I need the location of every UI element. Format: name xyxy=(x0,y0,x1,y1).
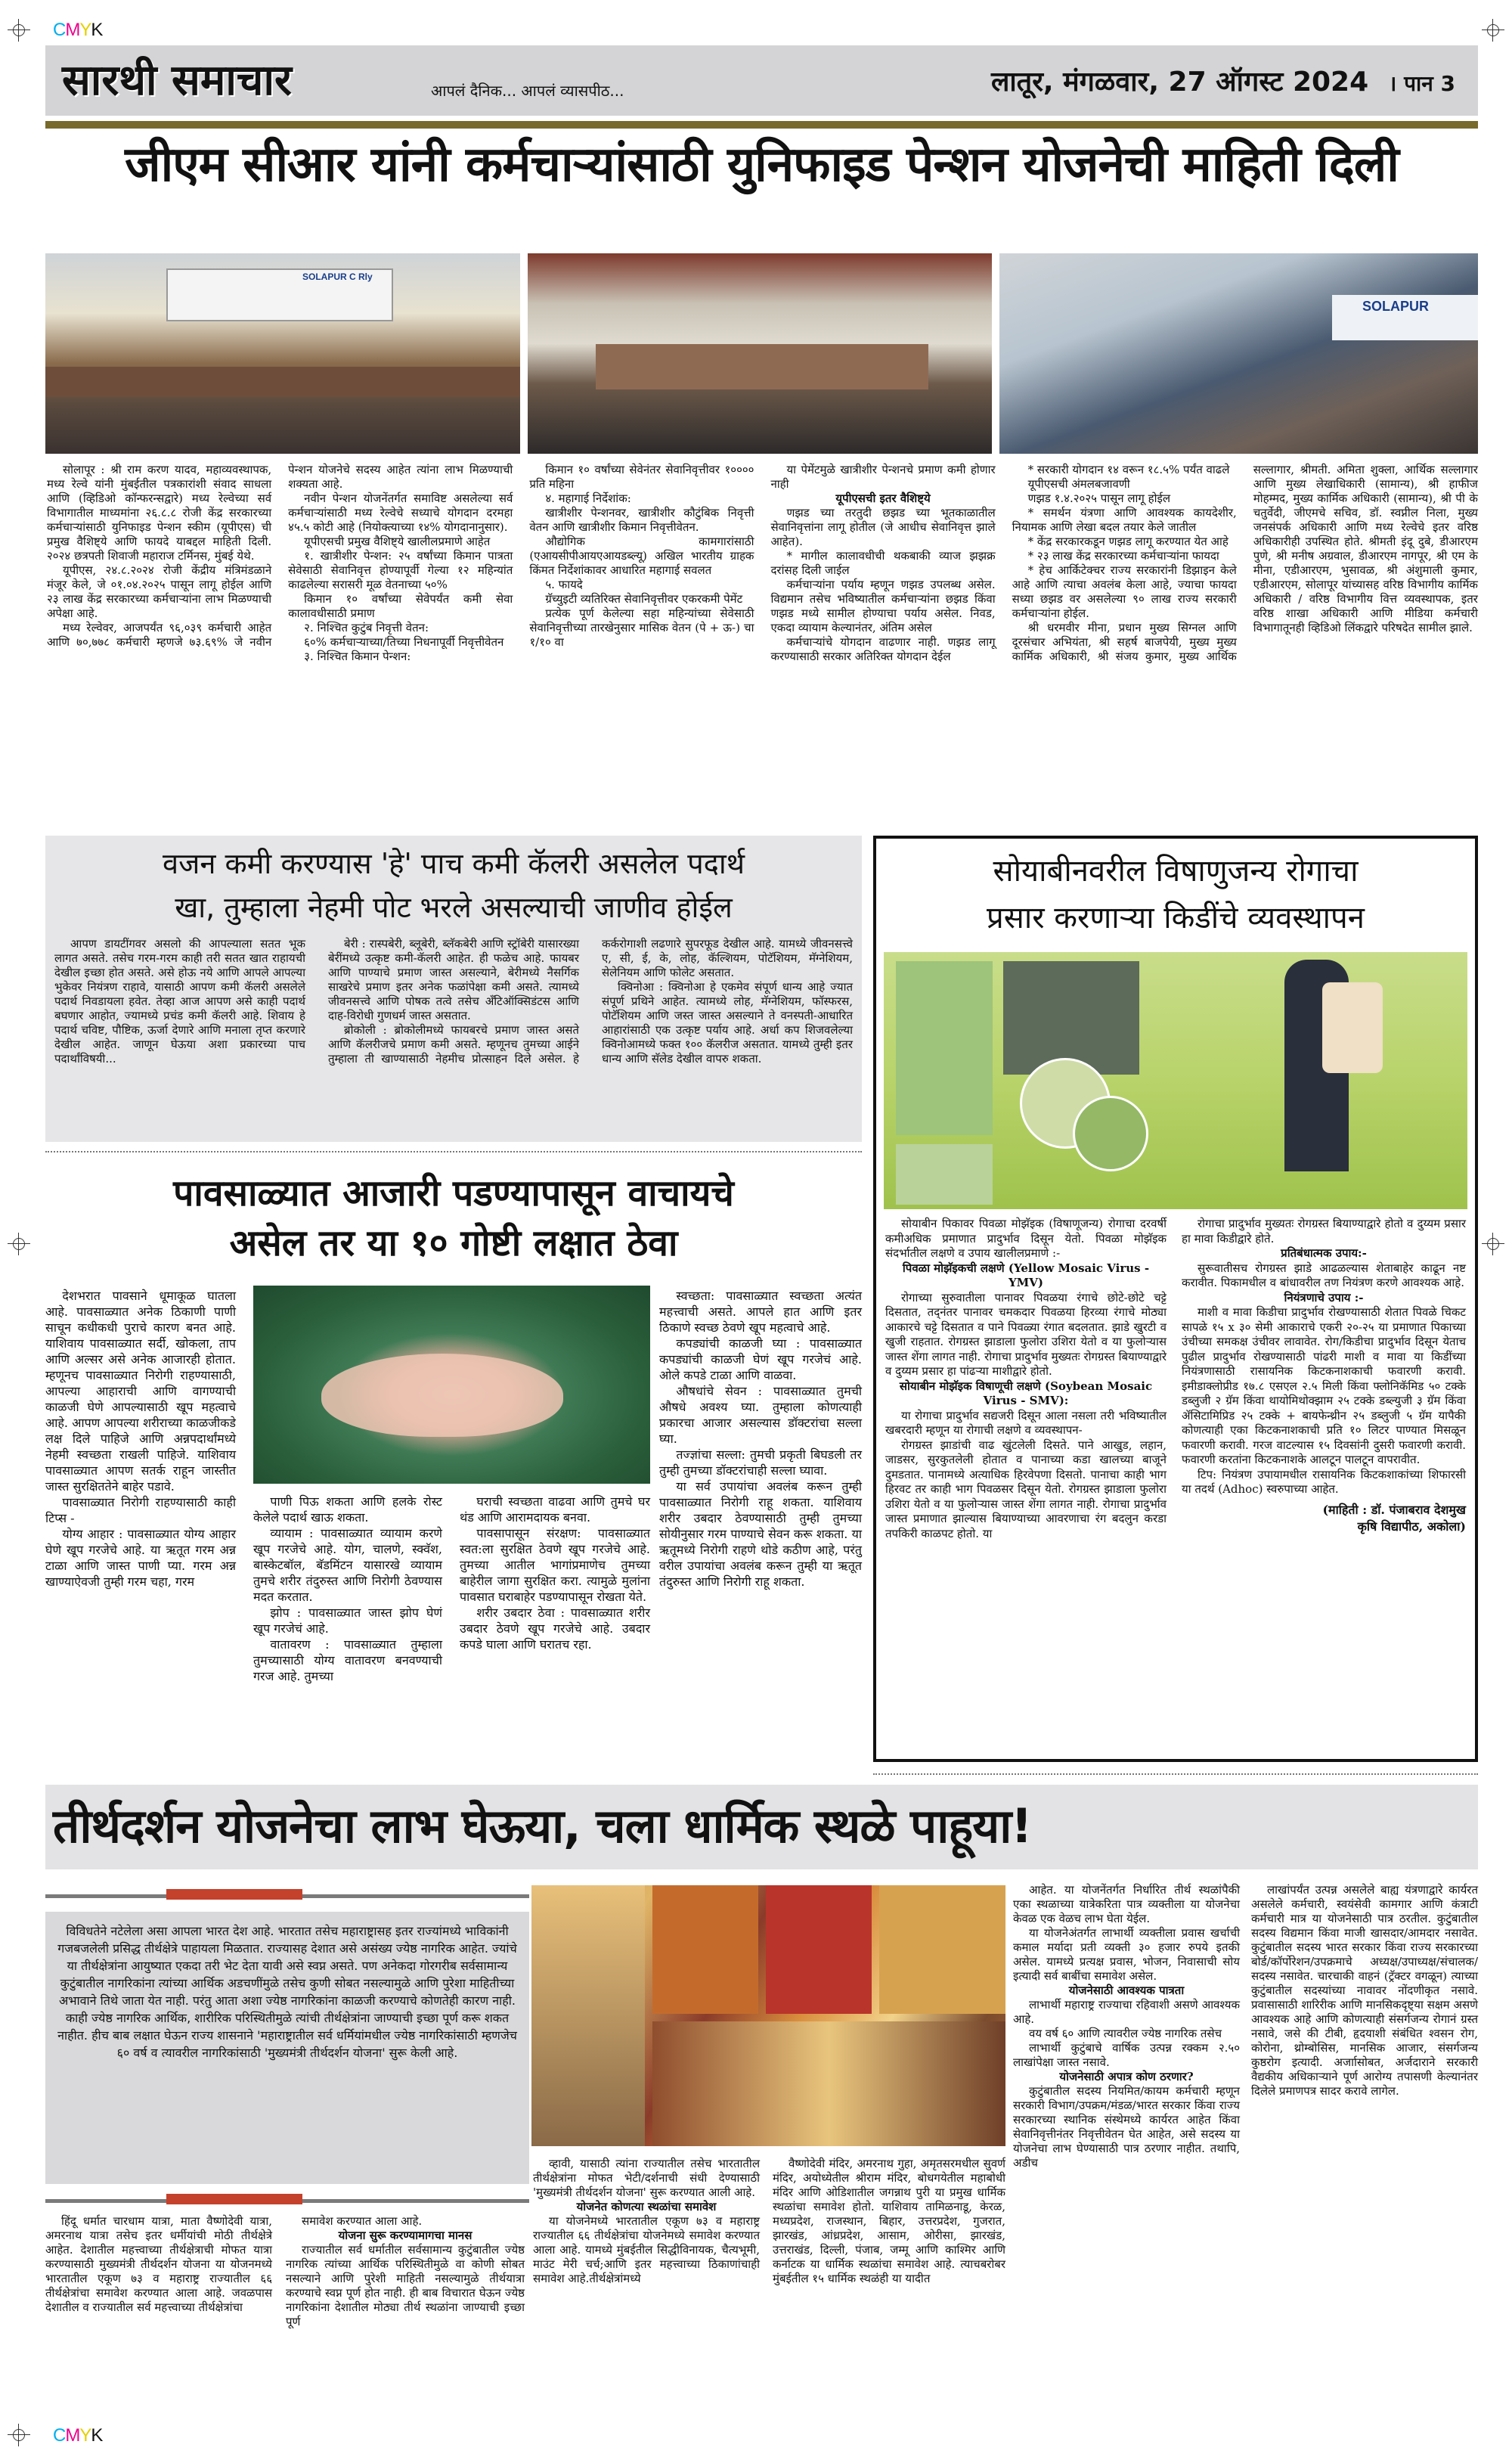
credit-line-1: (माहिती : डॉ. पंजाबराव देशमुख xyxy=(1322,1502,1466,1517)
cmyk-y: Y xyxy=(79,2425,91,2446)
paragraph: पाणी पिऊ शकता आणि हलके रोस्ट केलेले पदार्थ खाऊ शकता. xyxy=(253,1494,442,1525)
divider xyxy=(873,1773,1478,1775)
subheading: यूपीएसची इतर वैशिष्ट्ये xyxy=(835,492,931,505)
paragraph: यूपीएसची अंमलबजावणी xyxy=(1027,477,1130,491)
pest-spraying-photo xyxy=(884,952,1467,1209)
paragraph: या योजनेमध्ये भारतातील एकूण ७३ व महाराष्ट्र राज्यातील ६६ तीर्थक्षेत्रांचा योजनेमध्ये समावेश करण्यात आला आहे. यामध्ये मुंबईतील सिद्धीविनायक, चैत्यभूमी, माउंट मेरी चर्च;आणि इतर महत्त्वाच्या ठिकाणांचाही समावेश आहे.तीर्थक्षेत्रांमध्ये xyxy=(533,2214,760,2285)
paragraph: राज्यातील सर्व धर्मातील सर्वसामान्य कुटुंबातील ज्येष्ठ नागरिक त्यांच्या आर्थिक परिस्थितीमुळे वा कोणी सोबत नसल्याने आणि पुरेशी माहिती नसल्यामुळे तीर्थयात्रा करण्याचे स्वप्न पूर्ण होत नाही. ही बाब विचारात घेऊन ज्येष्ठ नागरिकांना देशातील मोठ्या तीर्थ स्थळांना जाण्याची इच्छा पूर्ण xyxy=(286,2243,525,2328)
paragraph: व्हावी, यासाठी त्यांना राज्यातील तसेच भारतातील तीर्थक्षेत्रांना मोफत भेटी/दर्शनाची संधी देण्यासाठी 'मुख्यमंत्री तीर्थदर्शन योजना' सुरू करण्यात आली आहे. xyxy=(533,2157,760,2199)
paragraph: पावसापासून संरक्षण: पावसाळ्यात स्वत:ला सुरक्षित ठेवणे खूप गरजेचे आहे. तुमच्या आतील भागांप्रमाणेच तुमच्या बाहेरील जागा सुरक्षित करा. त्यामुळे मुलांना पावसात घराबाहेर पडण्यापासून रोखता येते. xyxy=(460,1526,650,1604)
date: लातूर, मंगळवार, 27 ऑगस्ट 2024 xyxy=(990,67,1369,98)
weight-headline-line2: खा, तुम्हाला नेहमी पोट भरले असल्याची जाणीव होईल xyxy=(175,891,733,924)
paragraph: लाभार्थी महाराष्ट्र राज्याचा रहिवाशी असणे आवश्यक आहे. xyxy=(1013,1998,1240,2026)
paragraph: रोगग्रस्त झाडांची वाढ खुंटलेली दिसते. पाने आखुड, लहान, जाडसर, सुरकुतलेली होतात व पानाच्या कडा खालच्या बाजूने दुमडतात. पानामध्ये अत्याधिक हिरवेपणा दिसतो. पानाचा काही भाग हिरवट तर काही भाग पिवळसर दिसून येतो. रोगग्रस्त झाडाला फुलोरा उशिरा येतो व या फुलोऱ्यास जास्त शेंगा लागत नाही. रोगाचा प्रादुर्भाव जास्त प्रमाणात झाल्यास बियाण्याच्या आवरणाचा रंग बदलुन करडा तपकिरी काळपट होतो. या xyxy=(885,1438,1167,1540)
cmyk-m: M xyxy=(65,20,80,40)
soybean-headline xyxy=(876,848,1475,942)
subheading: पिवळा मोझॅइकची लक्षणे (Yellow Mosaic Virus - YMV) xyxy=(902,1261,1150,1289)
registration-mark xyxy=(8,19,30,42)
paragraph: व्यायाम : पावसाळ्यात व्यायाम करणे खूप गरजेचे आहे. योग, चालणे, स्क्वॅश, बास्केटबॉल, बॅडमिंटन यासारखे व्यायाम तुमचे शरीर तंदुरुस्त आणि निरोगी ठेवण्यास मदत करतात. xyxy=(253,1526,442,1604)
cmyk-c: C xyxy=(53,20,66,40)
paragraph: वैष्णोदेवी मंदिर, अमरनाथ गुहा, अमृतसरमधील सुवर्ण मंदिर, अयोध्येतील श्रीराम मंदिर, बोधगयेतील महाबोधी मंदिर आणि ओडिशातील जगन्नाथ पुरी या प्रमुख धार्मिक स्थळांचा समावेश होतो. याशिवाय तामिळनाडू, केरळ, मध्यप्रदेश, राजस्थान, बिहार, उत्तरप्रदेश, गुजरात, झारखंड, आंध्रप्रदेश, आसाम, ओरीसा, झारखंड, उत्तराखंड, दिल्ली, पंजाब, जम्मू आणि काश्मिर आणि कर्नाटक या धार्मिक स्थळांचा समावेश आहे. त्याचबरोबर मुंबईतील १५ धार्मिक स्थळंही या यादीत xyxy=(773,2157,1005,2285)
masthead-rule xyxy=(45,121,1478,129)
weight-article xyxy=(45,836,862,1142)
paragraph: किमान १० वर्षांच्या सेवेपर्यंत कमी सेवा कालावधीसाठी प्रमाण xyxy=(288,592,513,620)
paragraph: कर्मचाऱ्यांचे योगदान वाढणार नाही. णझड लागू करण्यासाठी सरकार अतिरिक्त योगदान देईल xyxy=(770,635,996,663)
subheading: योजनेसाठी आवश्यक पात्रता xyxy=(1068,1984,1185,1997)
paragraph: ग्रॅच्युइटी व्यतिरिक्त सेवानिवृत्तीवर एकरकमी पेमेंट xyxy=(545,592,743,606)
weight-article-body xyxy=(54,937,853,1066)
newspaper-logo: सारथी समाचार xyxy=(62,56,292,105)
paragraph: या पेमेंटमुळे खात्रीशीर पेन्शनचे प्रमाण कमी होणार नाही xyxy=(770,463,996,491)
subheading: योजनेसाठी अपात्र कोण ठरणार? xyxy=(1059,2070,1194,2083)
paragraph: * हेच आर्किटेक्चर राज्य सरकारांनी डिझाइन केले आहे आणि त्याचा अवलंब केला आहे, ज्याचा फायदा सध्या छझड वर असलेल्या ९० लाख राज्य सरकारी कर्मचाऱ्यांना होईल. xyxy=(1012,563,1237,620)
paragraph: यूपीएस, २४.८.२०२४ रोजी केंद्रीय मंत्रिमंडळाने मंजूर केले, जे ०१.०४.२०२५ पासून लागू होईल आणि २३ लाख केंद्र सरकारच्या कर्मचाऱ्यांना लाभ मिळण्याची अपेक्षा आहे. xyxy=(47,563,272,620)
paragraph: घराची स्वच्छता वाढवा आणि तुमचे घर थंड आणि आरामदायक बनवा. xyxy=(460,1494,650,1525)
paragraph: ५. फायदे xyxy=(545,578,583,591)
paragraph: ४. महागाई निर्देशांक: xyxy=(545,492,631,505)
credit-line-2: कृषि विद्यापीठ, अकोला) xyxy=(1357,1518,1466,1534)
paragraph: * सरकारी योगदान १४ वरून १८.५% पर्यंत वाढले xyxy=(1027,463,1230,476)
paragraph: कर्मचाऱ्यांना पर्याय म्हणून णझड उपलब्ध असेल. विद्यमान तसेच भविष्यातील कर्मचाऱ्यांना छझड किंवा णझड मध्ये सामील होण्याचा पर्याय असेल. निवड, एकदा व्यायाम केल्यानंतर, अंतिम असेल xyxy=(770,578,996,634)
paragraph: कपड्यांची काळजी घ्या : पावसाळ्यात कपड्यांची काळजी घेणं खूप गरजेचं आहे. ओले कपडे टाळा आणि वाळवा. xyxy=(659,1336,862,1382)
paragraph: वय वर्ष ६० आणि त्यावरील ज्येष्ठ नागरिक तसेच xyxy=(1029,2027,1222,2040)
pilgrimage-column-4 xyxy=(773,2157,1005,2286)
paragraph: * समर्थन यंत्रणा आणि आवश्यक कायदेशीर, नियामक आणि लेखा बदल तयार केले जातील xyxy=(1012,506,1237,534)
lead-article-body xyxy=(47,463,1478,664)
soybean-credit xyxy=(1182,1502,1466,1535)
cmyk-k: K xyxy=(91,20,103,40)
paragraph: लाभार्थी कुटुंबाचे वार्षिक उत्पन्न रक्कम २.५० लाखांपेक्षा जास्त नसावे. xyxy=(1013,2041,1240,2069)
pilgrimage-column-2 xyxy=(286,2214,525,2329)
paragraph: णझड १.४.२०२५ पासून लागू होईल xyxy=(1027,492,1170,505)
paragraph: या सर्व उपायांचा अवलंब करून तुम्ही पावसाळ्यात निरोगी राहू शकता. याशिवाय शरीर उबदार ठेवण्यासाठी तुम्ही तुमच्या सोयीनुसार गरम पाण्याचे सेवन करू शकता. या ऋतूमध्ये निरोगी राहणे थोडे कठीण आहे, परंतु वरील उपायांचा अवलंब करून तुम्ही या ऋतूत तंदुरुस्त आणि निरोगी राहू शकता. xyxy=(659,1479,862,1589)
paragraph: झोप : पावसाळ्यात जास्त झोप घेणं खूप गरजेचं आहे. xyxy=(253,1605,442,1636)
paragraph: २. निश्चित कुटुंब निवृत्ती वेतन: xyxy=(304,621,429,634)
paragraph: यूपीएसची प्रमुख वैशिष्ट्ये खालीलप्रमाणे आहेत xyxy=(304,535,491,548)
cmyk-m: M xyxy=(65,2425,80,2446)
paragraph: बेरी : रास्पबेरी, ब्लूबेरी, ब्लॅकबेरी आणि स्ट्रॉबेरी यासारख्या बेरींमध्ये उत्कृष्ट कमी-कॅलरी आहेत. ही फळेच आहे. फायबर आणि पाण्याचे प्रमाण जास्त असल्याने, बेरीमध्ये नैसर्गिक साखरेचे प्रमाण इतर अनेक फळांपेक्षा कमी असते. त्यामध्ये जीवनसत्त्वे आणि पोषक तत्वे तसेच अँटिऑक्सिडंटस आणि दाह-विरोधी गुणधर्म जास्त असतात. xyxy=(328,937,579,1022)
pilgrimage-column-1 xyxy=(45,2214,272,2315)
red-bar xyxy=(166,1889,302,1900)
subheading: योजनेत कोणत्या स्थळांचा समावेश xyxy=(576,2200,717,2213)
registration-mark xyxy=(1482,19,1504,42)
paragraph: खात्रीशीर पेन्शनवर, खात्रीशीर कौटुंबिक निवृत्ती वेतन आणि खात्रीशीर किमान निवृत्तीवेतन. xyxy=(529,506,754,534)
lead-photo-3 xyxy=(999,253,1478,454)
pilgrimage-headline: तीर्थदर्शन योजनेचा लाभ घेऊया, चला धार्मिक स्थळे पाहूया! xyxy=(53,1798,1032,1854)
paragraph: टिप: नियंत्रण उपायामधील रासायनिक किटकशाकांच्या शिफारसी या तदर्थ (Adhoc) स्वरुपाच्या आहेत. xyxy=(1182,1467,1466,1496)
cmyk-mark xyxy=(53,20,102,41)
registration-mark xyxy=(8,1233,30,1255)
weight-headline-line1: वजन कमी करण्यास 'हे' पाच कमी कॅलरी असलेल पदार्थ xyxy=(163,847,745,880)
paragraph: सोयाबीन पिकावर पिवळा मोझॅइक (विषाणूजन्य) रोगाचा दरवर्षी कमीअधिक प्रमाणात प्रादुर्भाव दिसून येतो. पिवळा मोझॅइक संदर्भातील लक्षणे व उपाय खालीलप्रमाणे :- xyxy=(885,1217,1167,1260)
paragraph: सोलापूर : श्री राम करण यादव, महाव्यवस्थापक, मध्य रेल्वे यांनी मुंबईतील पत्रकारांशी संवाद साधला आणि (व्हिडिओ कॉन्फरन्सद्वारे) मध्य रेल्वेच्या सर्व विभागातील माध्यमांना २६.८.८ रोजी केंद्र सरकारच्या कर्मचाऱ्यांसाठी युनिफाइड पेन्शन स्कीम (यूपीएस) ची प्रमुख वैशिष्ट्ये आणि फायदे याबद्दल माहिती दिली. २०२४ छत्रपती शिवाजी महाराज टर्मिनस, मुंबई येथे. xyxy=(47,463,272,563)
paragraph: आहेत. या योजनेंतर्गत निर्धारित तीर्थ स्थळांपैकी एका स्थळाच्या यात्रेकरिता पात्र व्यक्तीला या योजनेचा केवळ एक वेळच लाभ घेता येईल. xyxy=(1013,1883,1240,1925)
paragraph: हिंदू धर्मात चारधाम यात्रा, माता वैष्णोदेवी यात्रा, अमरनाथ यात्रा तसेच इतर धर्मीयांची मोठी तीर्थक्षेत्रे आहेत. देशातील महत्त्वाच्या तीर्थक्षेत्राची मोफत यात्रा करण्यासाठी मुख्यमंत्री तीर्थदर्शन योजना या योजनमध्ये भारतातील एकूण ७३ व महाराष्ट्र राज्यातील ६६ तीर्थक्षेत्रांचा समावेश करण्यात आला आहे. जवळपास देशातील व राज्यातील सर्व महत्त्वाच्या तीर्थक्षेत्रांचा xyxy=(45,2214,272,2314)
paragraph: योग्य आहार : पावसाळ्यात योग्य आहार घेणे खूप गरजेचे आहे. या ऋतूत गरम अन्न टाळा आणि जास्त पाणी प्या. गरम अन्न खाण्याऐवजी तुम्ही गरम चहा, गरम xyxy=(45,1527,236,1589)
monsoon-column-1 xyxy=(45,1288,236,1590)
red-bar xyxy=(166,2194,302,2204)
paragraph: स्वच्छता: पावसाळ्यात स्वच्छता अत्यंत महत्त्वाची असते. आपले हात आणि इतर ठिकाणे स्वच्छ ठेवणे खूप महत्वाचे आहे. xyxy=(659,1289,862,1335)
monsoon-headline-line2: असेल तर या १० गोष्टी लक्षात ठेवा xyxy=(229,1222,678,1264)
pilgrimage-headline-band xyxy=(45,1785,1478,1869)
paragraph: या योजनेअंतर्गत लाभार्थी व्यक्तीला प्रवास खर्चाची कमाल मर्यादा प्रती व्यक्ती ३० हजार रुपये इतकी असेल. यामध्ये प्रत्यक्ष प्रवास, भोजन, निवासाची सोय इत्यादी सर्व बाबींचा समावेश असेल. xyxy=(1013,1926,1240,1983)
pilgrimage-column-3 xyxy=(533,2157,760,2286)
divider xyxy=(45,1151,862,1152)
soybean-column-1 xyxy=(885,1217,1167,1541)
soybean-headline-line1: सोयाबीनवरील विषाणुजन्य रोगाचा xyxy=(993,854,1359,889)
registration-mark xyxy=(1482,1233,1504,1255)
monsoon-column-3 xyxy=(460,1494,650,1652)
monsoon-headline xyxy=(45,1168,862,1268)
tagline: आपलं दैनिक... आपलं व्यासपीठ... xyxy=(431,82,624,100)
monsoon-column-2 xyxy=(253,1494,442,1684)
paragraph: औद्योगिक कामगारांसाठी (एआयसीपीआयएआयडब्ल्यू) अखिल भारतीय ग्राहक किंमत निर्देशांकावर आधारित महागाई सवलत xyxy=(529,535,754,577)
paragraph: या रोगाचा प्रादुर्भाव सद्यजरी दिसून आला नसला तरी भविष्यातील खबरदारी म्हणून या रोगाची लक्षणे व व्यवस्थापन- xyxy=(885,1408,1167,1437)
paragraph: १. खात्रीशीर पेन्शन: २५ वर्षांच्या किमान पात्रता सेवेसाठी सेवानिवृत्त होण्यापूर्वी गेल्या १२ महिन्यांत काढलेल्या सरासरी मूळ वेतनाच्या ५०% xyxy=(288,549,513,591)
paragraph: नवीन पेन्शन योजनेंतर्गत समाविष्ट असलेल्या सर्व कर्मचाऱ्यांसाठी मध्य रेल्वेचे सध्याचे योगदान दरमहा ४५.५ कोटी आहे (नियोक्त्याच्या १४% योगदानानुसार). xyxy=(288,492,513,534)
paragraph: किमान १० वर्षांच्या सेवेनंतर सेवानिवृत्तीवर १०००० प्रति महिना xyxy=(529,463,754,491)
paragraph: * मागील कालावधीची थकबाकी व्याज झझक्र दरांसह दिली जाईल xyxy=(770,549,996,577)
monsoon-headline-line1: पावसाळ्यात आजारी पडण्यापासून वाचायचे xyxy=(173,1172,734,1214)
paragraph: क्विनोआ : क्विनोआ हे एकमेव संपूर्ण धान्य आहे ज्यात संपूर्ण प्रथिने आहेत. त्यामध्ये लोह, मॅग्नेशियम, फॉस्फरस, पोटॅशियम आणि जस्त जास्त असल्याने ते वनस्पती-आधारित आहारांसाठी एक उत्कृष्ट पर्याय आहे. अर्धा कप शिजवलेल्या क्विनोआमध्ये फक्त १०० कॅलरीज असतात. यामध्ये तुम्ही इतर धान्य आणि सॅलेड देखील वापरु शकता. xyxy=(602,980,853,1066)
paragraph: प्रत्येक पूर्ण केलेल्या सहा महिन्यांच्या सेवेसाठी सेवानिवृत्तीच्या तारखेनुसार मासिक वेतन (पे + ऊ-) चा १/१० वा xyxy=(529,606,754,649)
cmyk-mark-bottom xyxy=(53,2425,102,2446)
paragraph: ब्रोकोली : ब्रोकोलीमध्ये फायबरचे प्रमाण जास्त असते आणि कॅलरीजचे प्रमाण कमी असते. म्हणूनच तुमच्या आईने तुम्हाला ती खाण्यासाठी नेहमीच प्रोत्साहन दिले असेल. हे कर्करोगाशी लढणारे सुपरफूड देखील आहे. यामध्ये जीवनसत्त्वे ए, सी, ई, के, लोह, कॅल्शियम, पोटॅशियम, मॅग्नेशियम, सेलेनियम आणि फोलेट असतात. xyxy=(328,937,853,1066)
lead-photo-1 xyxy=(45,253,520,454)
subheading: प्रतिबंधात्मक उपाय:- xyxy=(1281,1246,1367,1260)
monsoon-column-4 xyxy=(659,1288,862,1590)
paragraph: ३. निश्चित किमान पेन्शन: xyxy=(304,650,411,663)
cmyk-y: Y xyxy=(79,20,91,40)
paragraph: देशभरात पावसाने धूमाकूळ घातला आहे. पावसाळ्यात अनेक ठिकाणी पाणी साचून कधीकधी पुराचे कारण बनत आहे. याशिवाय पावसाळ्यात सर्दी, खोकला, ताप आणि अल्सर असे अनेक आजारही होतात. म्हणूनच पावसाळ्यात निरोगी राहण्यासाठी, आपल्या आहाराची आणि वागण्याची काळजी घेणे आपल्यासाठी खूप महत्वाचे आहे. आपण आपल्या शरीराच्या काळजीकडे लक्ष दिले पाहिजे आणि अन्नपदार्थांमध्ये नेहमी स्वच्छता राखली पाहिजे. याशिवाय पावसाळ्यात आपण सतर्क राहून जास्तीत जास्त सुरक्षिततेने बाहेर पडावे. xyxy=(45,1289,236,1494)
photo-sign: SOLAPUR C Rly xyxy=(302,271,373,282)
paragraph: मध्य रेल्वेवर, आजपर्यंत ९६,०३९ कर्मचारी आहेत आणि ७०,७७८ कर्मचारी म्हणजे ७३.६९% जे नवीन पेन्शन योजनेचे सदस्य आहेत त्यांना लाभ मिळण्याची शक्यता आहे. xyxy=(47,463,513,649)
subheading: नियंत्रणाचे उपाय :- xyxy=(1284,1290,1364,1304)
pilgrimage-column-5 xyxy=(1013,1883,1240,2170)
pilgrimage-column-6 xyxy=(1251,1883,1478,2099)
paragraph: औषधांचे सेवन : पावसाळ्यात तुमची औषधे अवश्य घ्या. तुम्हाला कोणत्याही प्रकारचा आजार असल्यास डॉक्टरांचा सल्ला घ्या. xyxy=(659,1384,862,1446)
page-number: । पान 3 xyxy=(1388,71,1455,96)
weight-headline xyxy=(45,842,862,929)
paragraph: सुरूवातीसच रोगग्रस्त झाडे आढळल्यास शेताबाहेर काढून नष्ट करावीत. पिकामधील व बांधावरील तण नियंत्रण करणे आवश्यक आहे. xyxy=(1182,1261,1466,1289)
soybean-column-2 xyxy=(1182,1217,1466,1497)
lead-headline: जीएम सीआर यांनी कर्मचाऱ्यांसाठी युनिफाइड पेन्शन योजनेची माहिती दिली xyxy=(125,137,1399,193)
paragraph: रोगाच्या सुरुवातीला पानावर पिवळया रंगाचे छोटे-छोटे चट्टे दिसतात, तद्नंतर पानावर चमकदार पिवळया हिरव्या रंगाचे मोठ्या आकारचे चट्टे दिसतात व पाने पिवळ्या रंगात बदलतात. झाडे खुरटी व खुजी राहतात. रोगग्रस्त झाडाला फुलोरा उशिरा येतो व या फुलोऱ्यास जास्त शेंगा लागत नाही. रोगाचा प्रादुर्भाव मुख्यतः रोगग्रस्त बियाण्याद्वारे व दुय्यम प्रसार हा पांढऱ्या माशीद्वारे होतो. xyxy=(885,1290,1167,1378)
subheading: सोयाबीन मोझॅइक विषाणूची लक्षणे (Soybean Mosaic Virus - SMV): xyxy=(899,1379,1153,1407)
paragraph: तज्ज्ञांचा सल्ला: तुमची प्रकृती बिघडली तर तुम्ही तुमच्या डॉक्टरांचाही सल्ला घ्यावा. xyxy=(659,1447,862,1478)
photo-sign: SOLAPUR xyxy=(1362,299,1430,314)
soybean-headline-line2: प्रसार करणाऱ्या किडींचे व्यवस्थापन xyxy=(987,901,1365,935)
cmyk-c: C xyxy=(53,2425,66,2446)
paragraph: श्री धरमवीर मीना, प्रधान मुख्य सिग्नल आणि दूरसंचार अभियंता, श्री सहर्ष बाजपेयी, मुख्य मुख्य कार्मिक अधिकारी, श्री संजय कुमार, मुख्य आर्थिक सल्लागार, श्रीमती. अमिता शुक्ला, आर्थिक सल्लागार आणि मुख्य लेखाधिकारी (सामान्य), श्री हाफीज मोहम्मद, मुख्य कार्मिक अधिकारी (सामान्य), श्री पी के चतुर्वेदी, जीएमचे सचिव, डॉ. स्वप्नील निला, मुख्य जनसंपर्क अधिकारी आणि मध्य रेल्वेचे इतर वरिष्ठ अधिकारीही उपस्थित होते. श्रीमती इंदू दुबे, डीआरएम पुणे, श्री मनीष अग्रवाल, डीआरएम नागपूर, श्री एम के मीना, एडीआरएम, भुसावळ, श्री अंशुमाली कुमार, एडीआरएम, सोलापूर यांच्यासह वरिष्ठ विभागीय कार्मिक अधिकारी / वरिष्ठ विभागीय वित्त व्यवस्थापक, इतर वरिष्ठ शाखा अधिकारी आणि मीडिया कर्मचारी विभागातूनही व्हिडिओ लिंकद्वारे परिषदेत सामील झाले. xyxy=(1012,463,1478,663)
paragraph: कुटुंबातील सदस्य नियमित/कायम कर्मचारी म्हणून सरकारी विभाग/उपक्रम/मंडळ/भारत सरकार किंवा राज्य सरकारच्या स्थानिक संस्थेमध्ये कार्यरत आहेत किंवा सेवानिवृत्तीनंतर निवृत्तीवेतन घेत आहेत, असे सदस्य या योजनेचा लाभ घेण्यासाठी पात्र ठरणार नाहीत. तथापि, अडीच xyxy=(1013,2084,1240,2170)
paragraph: वातावरण : पावसाळ्यात तुम्हाला तुमच्यासाठी योग्य वातावरण बनवण्याची गरज आहे. तुमच्या xyxy=(253,1637,442,1683)
paragraph: णझड च्या तरतुदी छझड च्या भूतकाळातील सेवानिवृत्तांना लागू होतील (जे आधीच सेवानिवृत्त झाले आहेत). xyxy=(770,506,996,548)
masthead xyxy=(45,45,1478,116)
dateline xyxy=(991,62,1455,99)
paragraph: समावेश करण्यात आला आहे. xyxy=(302,2214,423,2228)
paragraph: आपण डायटींगवर असलो की आपल्याला सतत भूक लागत असते. तसेच गरम-गरम काही तरी सतत खात राहायची देखील इच्छा होत असते. असे होऊ नये आणि आपले आपल्या भुकेवर नियंत्रण राहावे, यासाठी आपण कमी कॅलरी असलेले पदार्थ निवडायला हवेत. तेव्हा आज आपण असे काही पदार्थ बघणार आहोत, ज्यामध्ये प्रचंड कमी कॅलरी आहे. शिवाय हे पदार्थ चविष्ट, पौष्टिक, ऊर्जा देणारे आणि मनाला तृप्त करणारे देखील आहेत. जाणून घेऊया अशा प्रकारच्या पाच पदार्थांविषयी... xyxy=(54,937,305,1066)
temples-collage-photo xyxy=(531,1885,1005,2146)
paragraph: शरीर उबदार ठेवा : पावसाळ्यात शरीर उबदार ठेवणे खूप गरजेचे आहे. उबदार कपडे घाला आणि घरातच रहा. xyxy=(460,1605,650,1652)
paragraph: माशी व मावा किडीचा प्रादुर्भाव रोखण्यासाठी शेतात पिवळे चिकट सापळे १५ x ३० सेमी आकाराचे एकरी २०-२५ या प्रमाणात पिकाच्या उंचीच्या समकक्ष उंचीवर लावावेत. रोग/किडीचा प्रादुर्भाव दिसून येताच पुढील प्रादुर्भाव रोखण्यासाठी पांढरी माशी व मावा या किडींच्या नियंत्रणासाठी रासायनिक किटकनाशकाची फवारणी करावी. इमीडाक्लोप्रीड १७.८ एसएल २.५ मिली किंवा फ्लोनिकॅमिड ५० टक्के डब्लुजी २ ग्रॅम किंवा थायोमिथोक्झाम २५ टक्के डब्ल्युजी ३ ग्रॅम किंवा ॲसिटामिप्रिड २५ टक्के + बायफेन्थ्रीन २५ डब्लुजी ५ ग्रॅम यापैकी कोणत्याही एका किटकनाशकाची प्रति १० लिटर पाण्यात मिसळून फवारणी करावी. गरज वाटल्यास १५ दिवसांनी दुसरी फवारणी करावी. फवारणी करतांना किटकनाशके आलटून पालटून वापरावीत. xyxy=(1182,1305,1466,1466)
registration-mark xyxy=(8,2424,30,2446)
paragraph: ६०% कर्मचाऱ्याच्या/तिच्या निधनापूर्वी निवृत्तीवेतन xyxy=(304,635,504,649)
paragraph: रोगाचा प्रादुर्भाव मुख्यतः रोगग्रस्त बियाण्याद्वारे होतो व दुय्यम प्रसार हा मावा किडीद्वारे होते. xyxy=(1182,1217,1466,1246)
paragraph: पावसाळ्यात निरोगी राहण्यासाठी काही टिप्स - xyxy=(45,1495,236,1525)
paragraph: * २३ लाख केंद्र सरकारच्या कर्मचाऱ्यांना फायदा xyxy=(1027,549,1219,563)
pilgrimage-summary: विविधतेने नटेलेला असा आपला भारत देश आहे. भारतात तसेच महाराष्ट्रासह इतर राज्यांमध्ये भाविकांनी गजबजलेली प्रसिद्ध तीर्थक्षेत्रे पाहायला मिळतात. राज्यासह देशात असे असंख्य ज्येष्ठ नागरिक आहेत. ज्यांचे या तीर्थक्षेत्रांना आयुष्यात एकदा तरी भेट देता यावी असे स्वप्न असते. पण अनेकदा गोरगरीब सर्वसामान्य कुटुंबातील नागरिकांना त्यांच्या आर्थिक अडचणींमुळे तसेच कुणी सोबत नसल्यामुळे आणि पुरेशा माहितीच्या अभावाने तिथे जाता येत नाही. परंतु आता अशा ज्येष्ठ नागरिकांना काळजी करण्याचे कोणतेही कारण नाही. काही ज्येष्ठ नागरिक आर्थिक, शारीरिक परिस्थितीमुळे त्यांची तीर्थक्षेत्रांना जाण्याची इच्छा पूर्ण करू शकत नाहीत. हीच बाब लक्षात घेऊन राज्य शासनाने 'महाराष्ट्रातील सर्व धर्मियांमधील ज्येष्ठ नागरिकांसाठी म्हणजेच ६० वर्ष व त्यावरील नागरिकांसाठी 'मुख्यमंत्री तीर्थदर्शन योजना' सुरू केली आहे. xyxy=(45,1912,529,2184)
soybean-article xyxy=(873,836,1478,1762)
rain-hands-photo xyxy=(253,1286,650,1484)
paragraph: लाखांपर्यंत उत्पन्न असलेले बाह्य यंत्रणाद्वारे कार्यरत असलेले कर्मचारी, स्वयंसेवी कामगार आणि कंत्राटी कर्मचारी मात्र या योजनेसाठी पात्र ठरतील. कुटुंबातील सदस्य विद्यमान किंवा माजी खासदार/आमदार नसावेत. कुटुंबातील सदस्य भारत सरकार किंवा राज्य सरकारच्या बोर्ड/कॉर्पोरेशन/उपक्रमाचे अध्यक्ष/उपाध्यक्ष/संचालक/सदस्य नसावेत. चारचाकी वाहनं (ट्रॅक्टर वगळून) त्याच्या कुटुंबातील सदस्यांच्या नावावर नोंदणीकृत नसावे. प्रवासासाठी शारिरीक आणि मानसिकदृष्ट्या सक्षम असणे आवश्यक आहे आणि कोणत्याही संसर्गजन्य रोगानं ग्रस्त नसावे, जसे की टीबी, हृदयाशी संबंधित श्वसन रोग, कोरोना, थ्रोम्बोसिस, मानसिक आजार, संसर्गजन्य कुष्ठरोग इत्यादी. अर्जाासोबत, अर्जदाराने सरकारी वैद्यकीय अधिकाऱ्याने पूर्ण आरोग्य तपासणी केल्यानंतर दिलेले प्रमाणपत्र सादर करावे लागेल. xyxy=(1251,1883,1478,2098)
lead-photo-2 xyxy=(528,253,992,454)
paragraph: * केंद्र सरकारकडून णझड लागू करण्यात येत आहे xyxy=(1027,535,1228,548)
subheading: योजना सुरू करण्यामागचा मानस xyxy=(338,2229,472,2242)
cmyk-k: K xyxy=(91,2425,103,2446)
